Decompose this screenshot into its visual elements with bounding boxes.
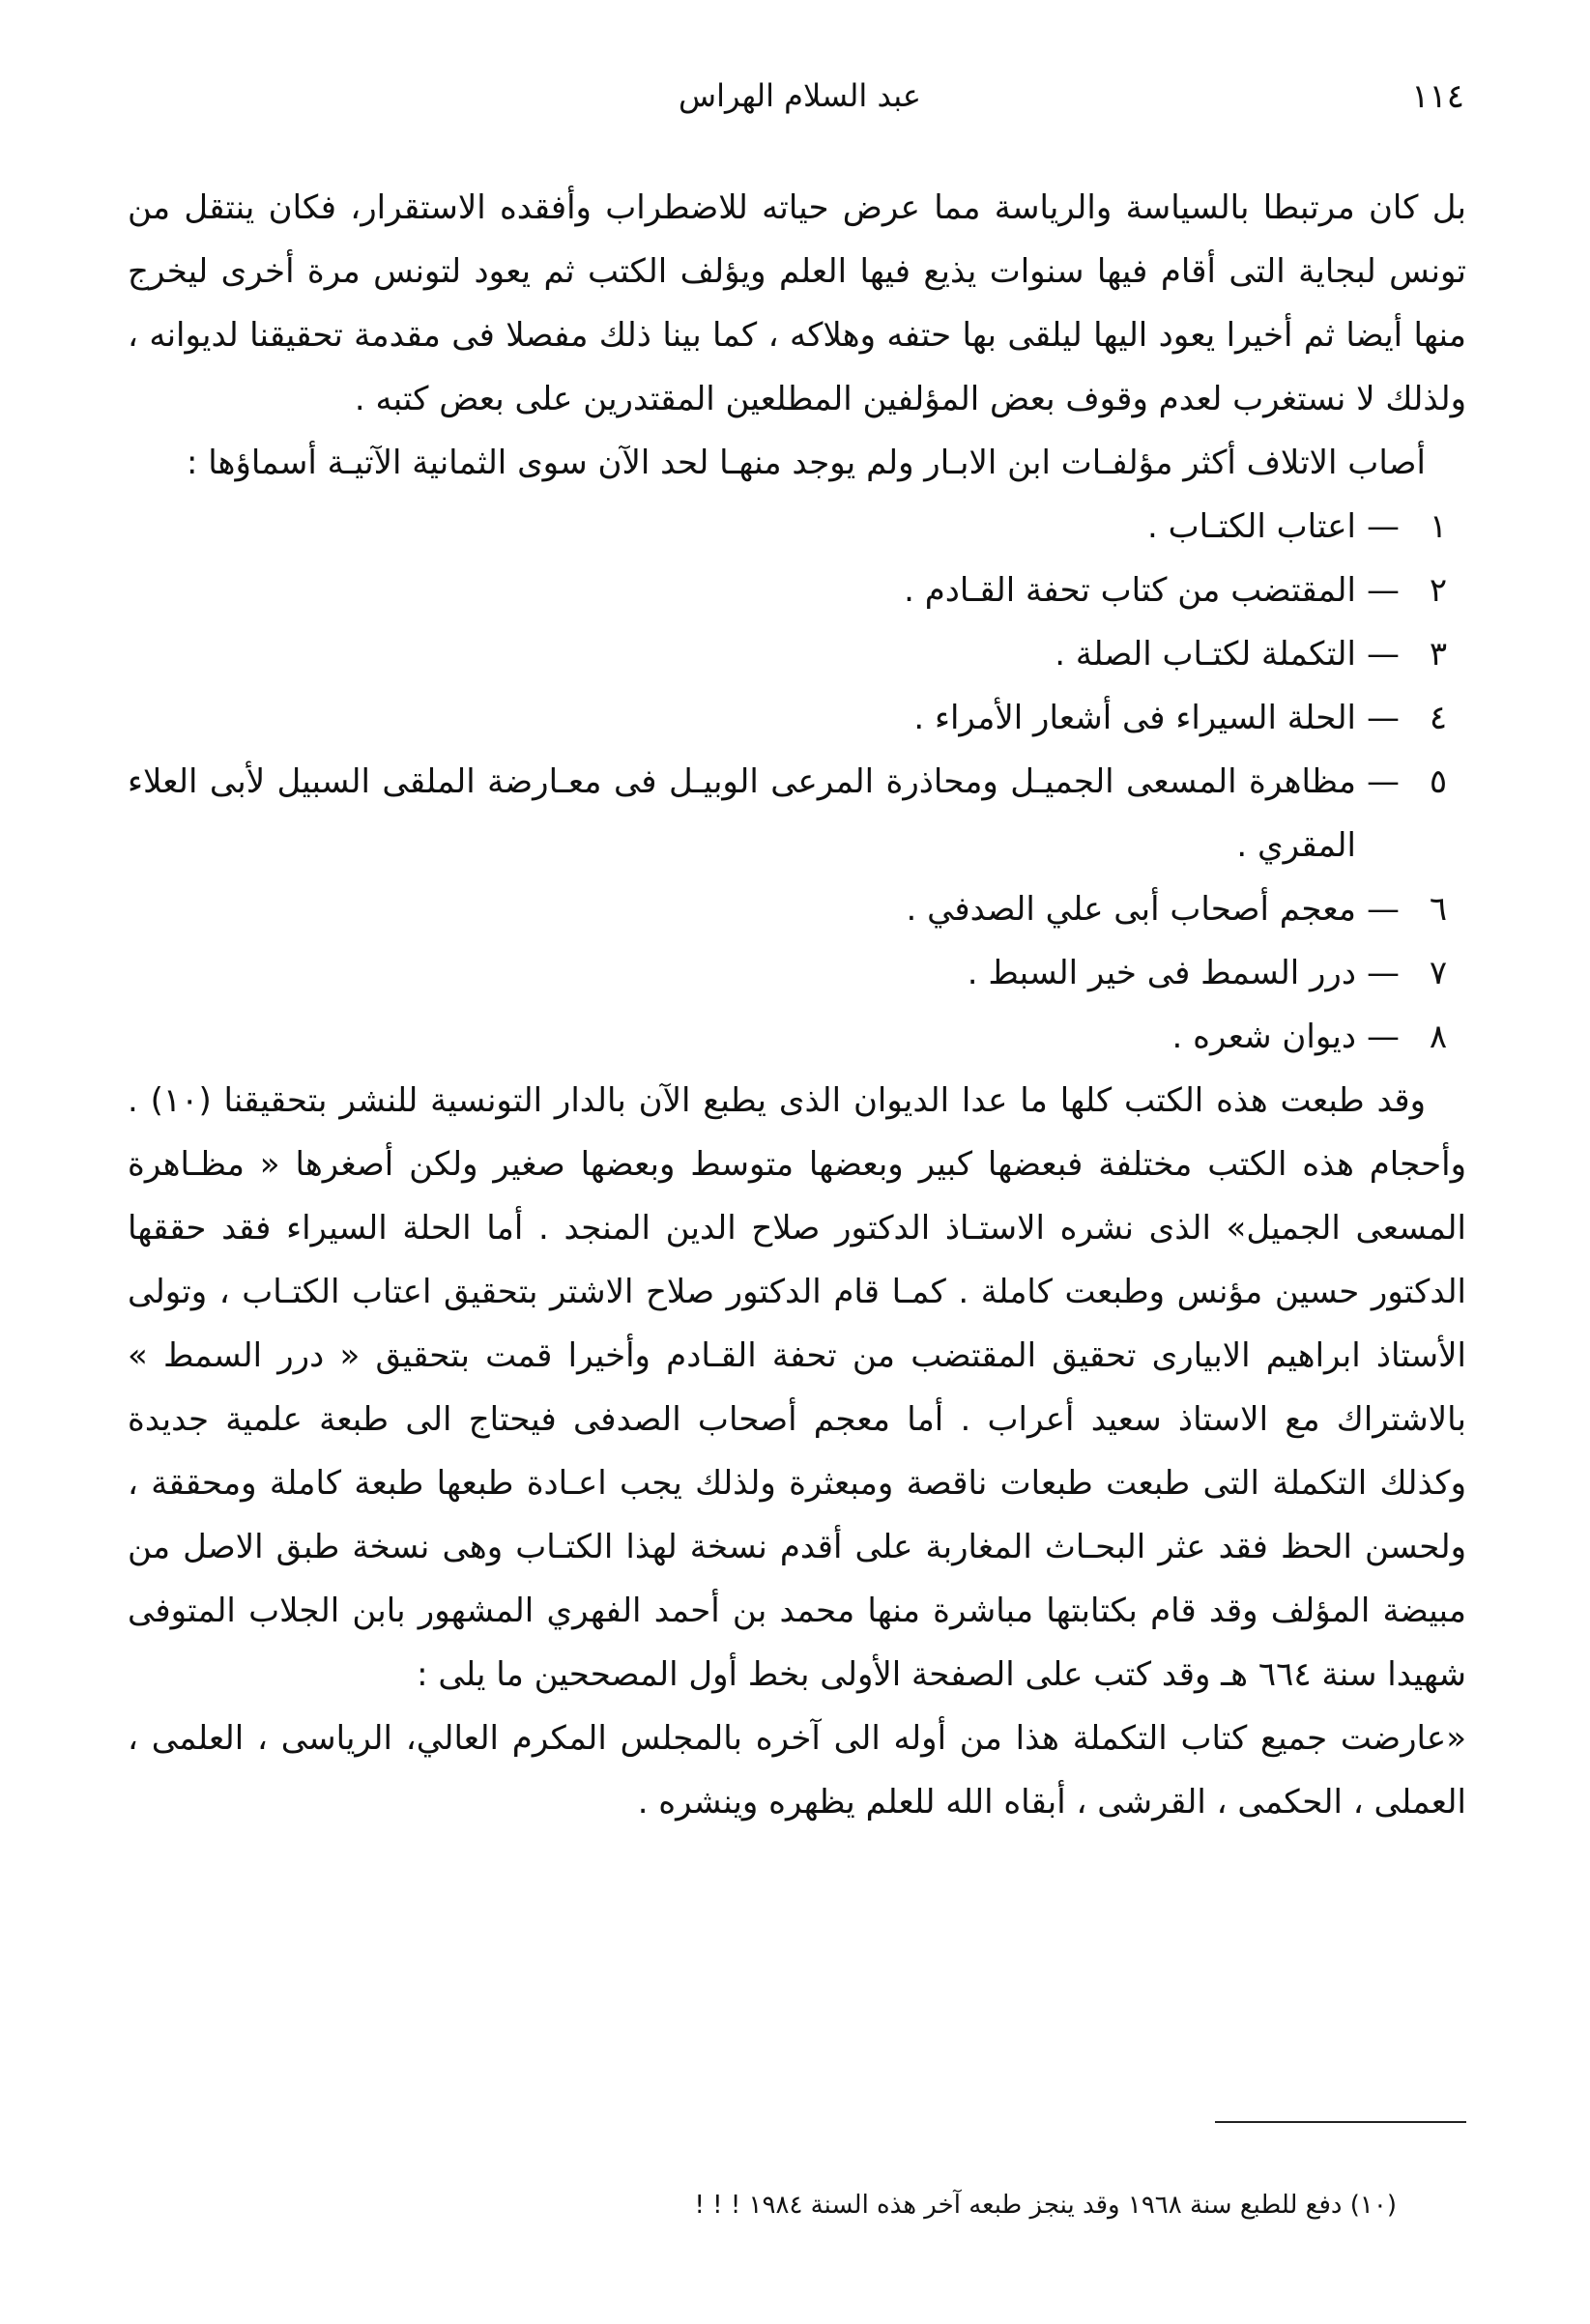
list-number: ٧ xyxy=(1429,954,1448,992)
paragraph-3: وقد طبعت هذه الكتب كلها ما عدا الديوان الذى يطبع الآن بالدار التونسية للنشر بتحقيقنا (١٠) . وأحجام هذه الكتب مختلفة فبعضها كبير وبعضها متوسط وبعضها صغير ولكن أصغرها « مظـاهرة المسعى الجميل» الذى نشره الاستـاذ الدكتور صلاح الدين المنجد . أما الحلة السيراء فقد حققها الدكتور حسين مؤنس وطبعت كاملة . كمـا قام الدكتور صلاح الاشتر بتحقيق اعتاب الكتـاب ، وتولى الأستاذ ابراهيم الابيارى تحقيق المقتضب من تحفة القـادم وأخيرا قمت بتحقيق « درر السمط » بالاشتراك مع الاستاذ سعيد أعراب . أما معجم أصحاب الصدفى فيحتاج الى طبعة علمية جديدة وكذلك التكملة التى طبعت طبعات ناقصة ومبعثرة ولذلك يجب اعـادة طبعها طبعة كاملة ومحققة ، ولحسن الحظ فقد عثر البحـاث المغاربة على أقدم نسخة لهذا الكتـاب وهى نسخة طبق الاصل من مبيضة المؤلف وقد قام بكتابتها مباشرة منها محمد بن أحمد الفهري المشهور بابن الجلاب المتوفى شهيدا سنة ٦٦٤ هـ وقد كتب على الصفحة الأولى بخط أول المصححين ما يلى : xyxy=(128,1081,1466,1694)
paragraph-2: أصاب الاتلاف أكثر مؤلفـات ابن الابـار ولم يوجد منهـا لحد الآن سوى الثمانية الآتيـة أسماؤها : xyxy=(186,444,1426,482)
list-dash: — xyxy=(1367,890,1400,929)
book-list xyxy=(128,495,1466,1069)
list-item xyxy=(128,622,1466,686)
footnote: (١٠) دفع للطبع سنة ١٩٦٨ وقد ينجز طبعه آخر هذه السنة ١٩٨٤ ! ! ! xyxy=(694,2191,1397,2220)
list-number: ٦ xyxy=(1429,890,1448,929)
list-text: معجم أصحاب أبى علي الصدفي . xyxy=(906,890,1356,929)
list-item xyxy=(128,686,1466,750)
list-item xyxy=(128,750,1466,877)
page-number: ١١٤ xyxy=(1411,77,1464,116)
list-dash: — xyxy=(1367,954,1400,992)
paragraph-1: بل كان مرتبطا بالسياسة والرياسة مما عرض حياته للاضطراب وأفقده الاستقرار، فكان ينتقل من تونس لبجاية التى أقام فيها سنوات يذيع فيها العلم ويؤلف الكتب ثم يعود لتونس مرة أخرى ليخرج منها أيضا ثم أخيرا يعود اليها ليلقى بها حتفه وهلاكه ، كما بينا ذلك مفصلا فى مقدمة تحقيقنا لديوانه ، ولذلك لا نستغرب لعدم وقوف بعض المؤلفين المطلعين المقتدرين على بعض كتبه . xyxy=(128,188,1466,418)
list-item xyxy=(128,941,1466,1005)
list-item xyxy=(128,495,1466,559)
running-title: عبد السلام الهراس xyxy=(679,77,921,114)
list-text: المقتضب من كتاب تحفة القـادم . xyxy=(904,571,1356,610)
list-dash: — xyxy=(1367,571,1400,610)
list-number: ٢ xyxy=(1429,571,1448,610)
list-dash: — xyxy=(1367,635,1400,674)
list-dash: — xyxy=(1367,762,1400,801)
quotation: «عارضت جميع كتاب التكملة هذا من أوله الى آخره بالمجلس المكرم العالي، الرياسى ، العلمى ، العملى ، الحكمى ، القرشى ، أبقاه الله للعلم يظهره وينشره . xyxy=(128,1719,1466,1822)
list-dash: — xyxy=(1367,699,1400,737)
list-dash: — xyxy=(1367,1018,1400,1056)
list-number: ٣ xyxy=(1429,635,1448,674)
list-text: درر السمط فى خير السبط . xyxy=(967,954,1356,992)
body-text xyxy=(128,176,1466,1834)
list-text: التكملة لكتـاب الصلة . xyxy=(1055,635,1356,674)
list-number: ٤ xyxy=(1429,699,1448,737)
list-text: الحلة السيراء فى أشعار الأمراء . xyxy=(913,699,1356,737)
list-number: ٨ xyxy=(1429,1018,1448,1056)
list-item xyxy=(128,877,1466,941)
list-item xyxy=(128,559,1466,622)
list-number: ٥ xyxy=(1429,762,1448,801)
page-header xyxy=(135,77,1464,135)
footnote-divider xyxy=(1215,2121,1466,2123)
list-text: ديوان شعره . xyxy=(1171,1018,1356,1056)
list-dash: — xyxy=(1367,507,1400,546)
list-text: مظاهرة المسعى الجميـل ومحاذرة المرعى الوبيـل فى معـارضة الملقى السبيل لأبى العلاء المقري . xyxy=(128,762,1356,865)
list-text: اعتاب الكتـاب . xyxy=(1147,507,1356,546)
list-item xyxy=(128,1005,1466,1069)
list-number: ١ xyxy=(1429,507,1448,546)
